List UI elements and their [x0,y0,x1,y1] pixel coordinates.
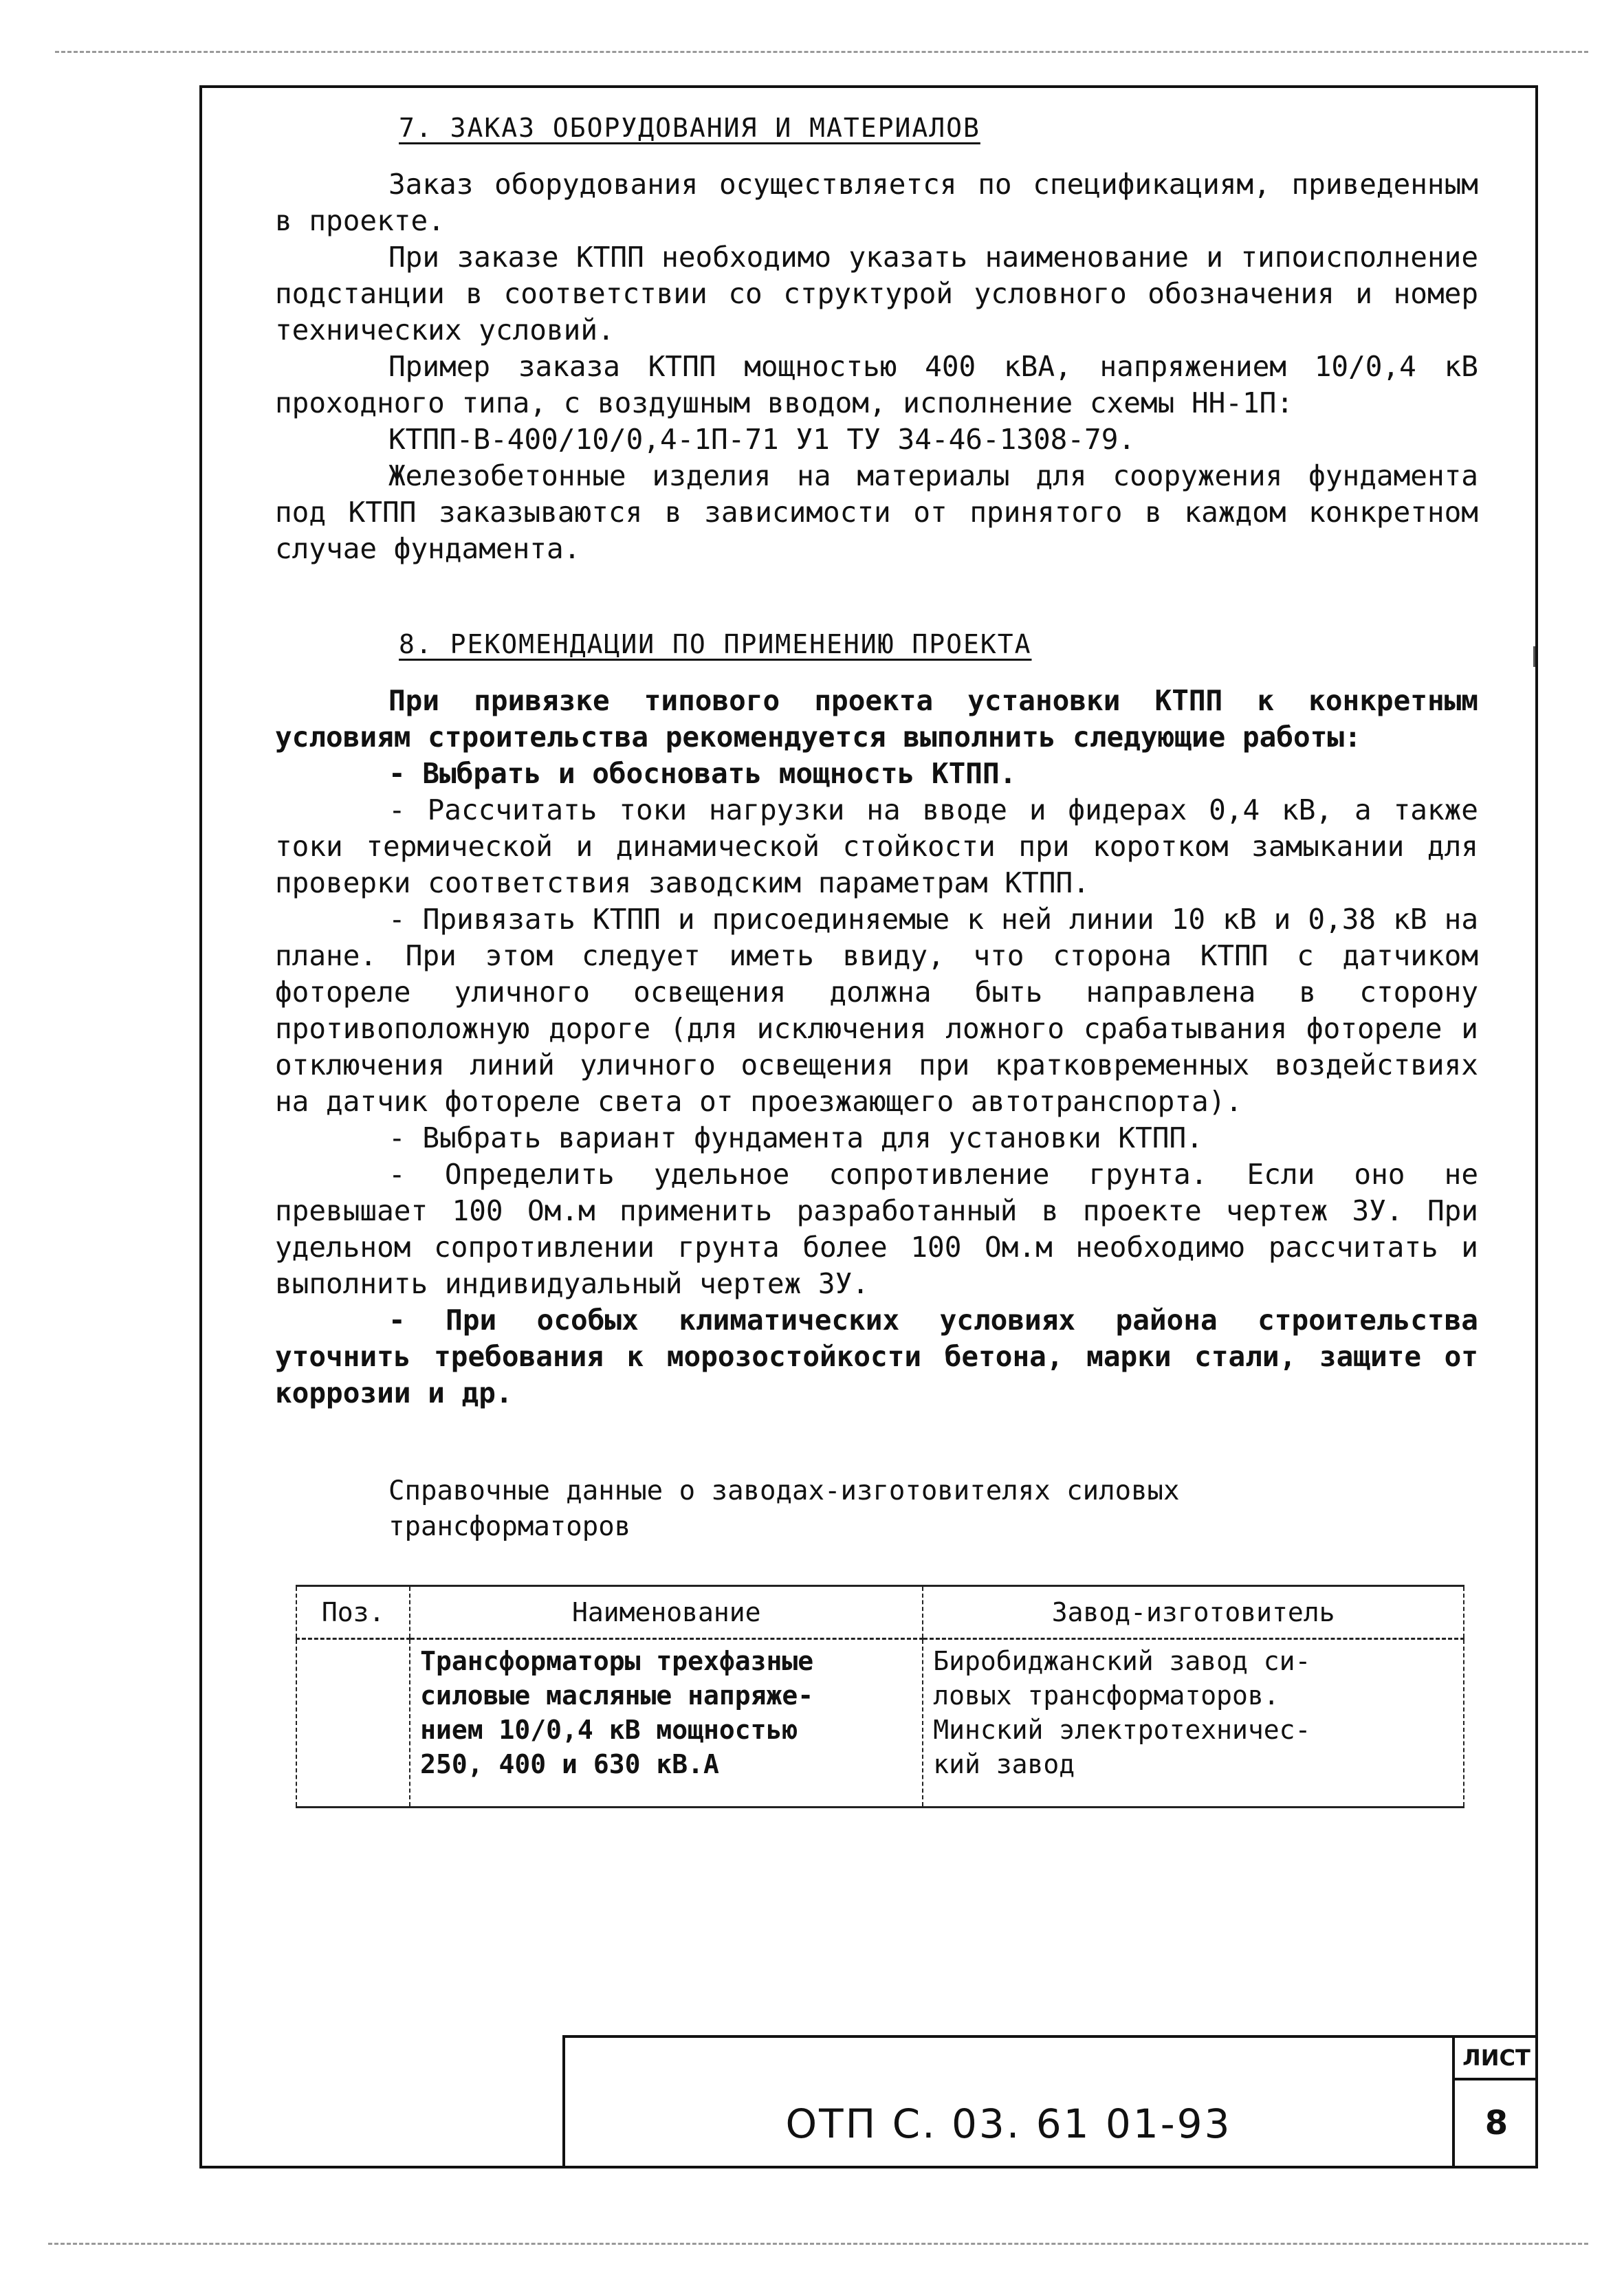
cell-maker-line-1: Биробиджанский завод си- [933,1646,1311,1676]
title-block [562,2035,1538,2168]
cell-maker-line-2: ловых трансформаторов. [933,1680,1280,1711]
cell-pos [296,1639,410,1808]
section7-order-example: КТПП-В-400/10/0,4-1П-71 У1 ТУ 34-46-1308-79. [388,423,1136,456]
header-name: Наименование [410,1586,923,1639]
section8-heading: 8. РЕКОМЕНДАЦИИ ПО ПРИМЕНЕНИЮ ПРОЕКТА [399,629,1032,659]
section8-intro: При привязке типового проекта установки КТПП к конкретным условиям строительства рекомендуется выполнить следующие работы: [275,684,1478,754]
section8-item-5: - Определить удельное сопротивление грунта. Если оно не превышает 100 Ом.м применить разработанный в проекте чертеж ЗУ. При удельном сопротивлении грунта более 100 Ом.м необходимо рассчитать и выполнить индивидуальный чертеж ЗУ. [275,1158,1478,1300]
section8-item-6: - При особых климатических условиях района строительства уточнить требования к морозостойкости бетона, марки стали, защите от коррозии и др. [275,1304,1478,1409]
section8-item-2: - Рассчитать токи нагрузки на вводе и фидерах 0,4 кВ, а также токи термической и динамической стойкости при коротком замыкании для проверки соответствия заводским параметрам КТПП. [275,793,1478,899]
cell-name-line-4: 250, 400 и 630 кВ.А [420,1749,719,1779]
header-maker: Завод-изготовитель [923,1586,1464,1639]
cell-name-line-3: нием 10/0,4 кВ мощностью [420,1715,798,1745]
scan-edge-top [55,51,1588,53]
section8-item-3: - Привязать КТПП и присоединяемые к ней линии 10 кВ и 0,38 кВ на плане. При этом следует иметь ввиду, что сторона КТПП с датчиком фотореле уличного освещения должна быть направлена в сторону противоположную дороге (для исключения ложного срабатывания фотореле и отключения линий уличного освещения при кратковременных воздействиях на датчик фотореле света от проезжающего автотранспорта). [275,903,1478,1118]
sheet-number: 8 [1484,2104,1508,2142]
header-pos: Поз. [296,1586,410,1639]
section7-paragraph-2: При заказе КТПП необходимо указать наименование и типоисполнение подстанции в соответствии со структурой условного обозначения и номер технических условий. [275,241,1478,347]
reference-title: Справочные данные о заводах-изготовителях силовых трансформаторов [388,1475,1180,1542]
section7-heading: 7. ЗАКАЗ ОБОРУДОВАНИЯ И МАТЕРИАЛОВ [399,113,980,143]
cell-name-line-2: силовые масляные напряже- [420,1680,814,1711]
sheet-box [1452,2038,1538,2168]
section8-item-1: - Выбрать и обосновать мощность КТПП. [388,757,1017,790]
table-header-row [296,1586,1464,1639]
table-row [296,1639,1464,1808]
cell-name [410,1639,923,1808]
document-code: ОТП С. 03. 61 01-93 [785,2100,1232,2147]
section7-paragraph-5: Железобетонные изделия на материалы для сооружения фундамента под КТПП заказываются в зависимости от принятого в каждом конкретном случае фундамента. [275,459,1478,565]
scan-edge-bottom [48,2243,1588,2245]
section7-paragraph-1: Заказ оборудования осуществляется по спецификациям, приведенным в проекте. [275,168,1478,237]
margin-tick [1533,646,1550,667]
section8-item-4: - Выбрать вариант фундамента для установки КТПП. [388,1121,1203,1154]
cell-maker-line-3: Минский электротехничес- [933,1715,1311,1745]
document-body [275,113,1478,1545]
section7-paragraph-3: Пример заказа КТПП мощностью 400 кВА, напряжением 10/0,4 кВ проходного типа, с воздушным вводом, исполнение схемы НН-1П: [275,350,1478,419]
cell-maker [923,1639,1464,1808]
manufacturers-table [296,1585,1464,1832]
cell-maker-line-4: кий завод [933,1749,1075,1779]
cell-name-line-1: Трансформаторы трехфазные [420,1646,814,1676]
sheet-label: ЛИСТ [1455,2038,1538,2080]
